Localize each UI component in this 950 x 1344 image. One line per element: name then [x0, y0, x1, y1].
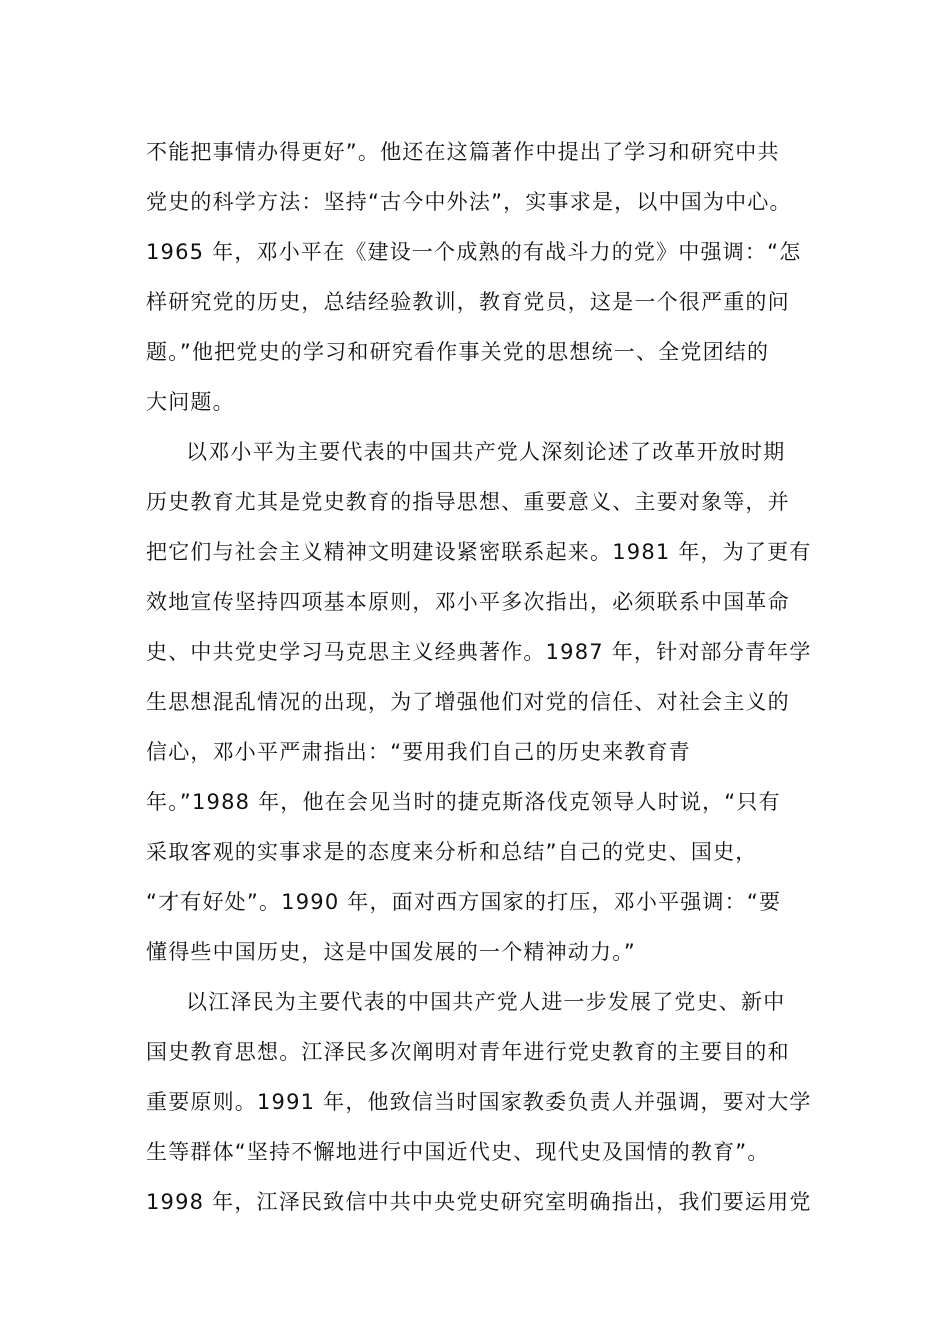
paragraph-first-line: 以邓小平为主要代表的中国共产党人深刻论述了改革开放时期 [186, 440, 786, 464]
text-line: 国史教育思想。江泽民多次阐明对青年进行党史教育的主要目的和 [146, 1040, 790, 1064]
text-line: 不能把事情办得更好”。他还在这篇著作中提出了学习和研究中共 [146, 140, 780, 164]
paragraph-first-line: 以江泽民为主要代表的中国共产党人进一步发展了党史、新中 [186, 990, 786, 1014]
text-line: 重要原则。1991 年，他致信当时国家教委负责人并强调，要对大学 [146, 1090, 812, 1114]
text-line: 懂得些中国历史，这是中国发展的一个精神动力。” [146, 940, 636, 964]
text-line: 历史教育尤其是党史教育的指导思想、重要意义、主要对象等，并 [146, 490, 790, 514]
text-line: 把它们与社会主义精神文明建设紧密联系起来。1981 年，为了更有 [146, 540, 812, 564]
text-line: 生思想混乱情况的出现，为了增强他们对党的信任、对社会主义的 [146, 690, 790, 714]
text-line: 年。”1988 年，他在会见当时的捷克斯洛伐克领导人时说，“只有 [146, 790, 781, 814]
text-line: 效地宣传坚持四项基本原则，邓小平多次指出，必须联系中国革命 [146, 590, 790, 614]
text-line: “才有好处”。1990 年，面对西方国家的打压，邓小平强调：“要 [146, 890, 782, 914]
text-line: 1998 年，江泽民致信中共中央党史研究室明确指出，我们要运用党 [146, 1190, 812, 1214]
text-line: 样研究党的历史，总结经验教训，教育党员，这是一个很严重的问 [146, 290, 790, 314]
text-line: 大问题。 [146, 390, 235, 414]
text-line: 信心，邓小平严肃指出：“要用我们自己的历史来教育青 [146, 740, 691, 764]
text-line: 党史的科学方法：坚持“古今中外法”，实事求是，以中国为中心。 [146, 190, 792, 214]
text-line: 史、中共党史学习马克思主义经典著作。1987 年，针对部分青年学 [146, 640, 812, 664]
text-line: 采取客观的实事求是的态度来分析和总结”自己的党史、国史， [146, 840, 758, 864]
text-line: 生等群体“坚持不懈地进行中国近代史、现代史及国情的教育”。 [146, 1140, 770, 1164]
text-line: 题。”他把党史的学习和研究看作事关党的思想统一、全党团结的 [146, 340, 770, 364]
text-line: 1965 年，邓小平在《建设一个成熟的有战斗力的党》中强调：“怎 [146, 240, 802, 264]
